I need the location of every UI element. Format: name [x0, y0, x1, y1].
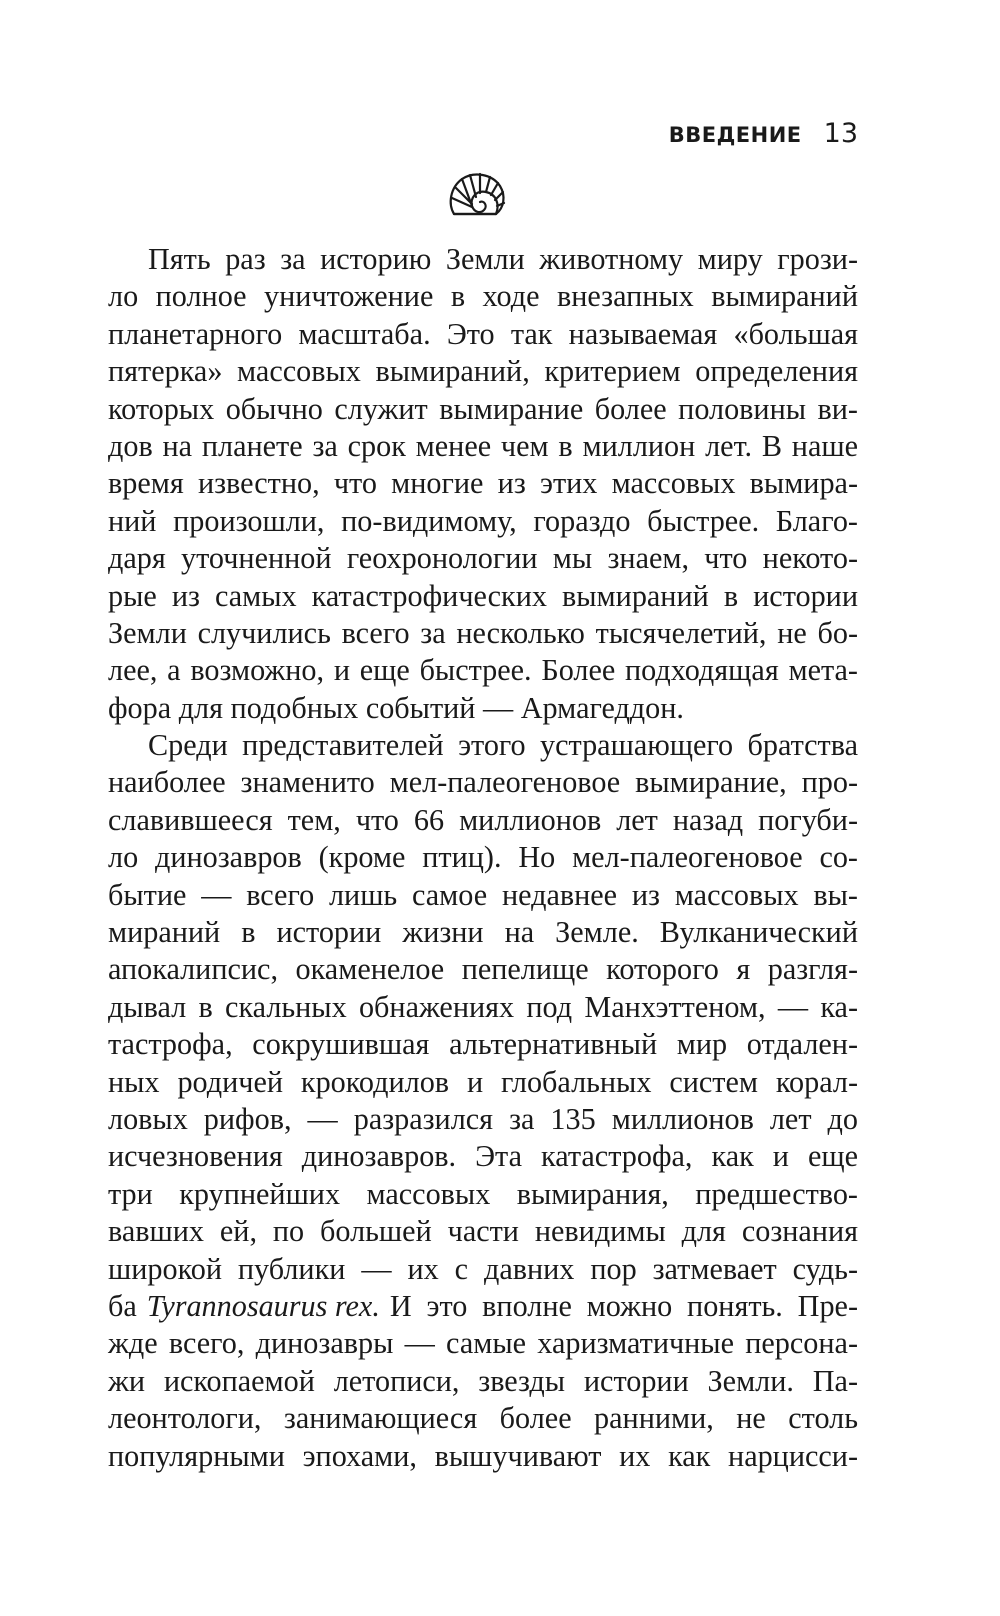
line-text: ба	[108, 1288, 137, 1323]
line-text: ло полное уничтожение в ходе внезапных вымираний	[108, 279, 858, 314]
line-text: И это вполне можно понять. Пре-	[389, 1288, 858, 1323]
line-text: которых обычно служит вымирание более половины ви-	[108, 391, 858, 426]
line-text: исчезновения динозавров. Эта катастрофа, как и еще	[108, 1139, 858, 1174]
line-text: Земли случились всего за несколько тысячелетий, не бо-	[108, 615, 858, 650]
text-line	[108, 1138, 858, 1175]
text-line	[108, 540, 858, 577]
text-line	[108, 1288, 858, 1325]
page-number: 13	[823, 118, 858, 149]
line-text: даря уточненной геохронологии мы знаем, что некото-	[108, 541, 858, 576]
text-line	[108, 391, 858, 428]
line-text: фора для подобных событий — Армагеддон.	[108, 690, 684, 725]
text-line	[108, 1438, 858, 1475]
text-line	[108, 1176, 858, 1213]
line-text: тастрофа, сокрушившая альтернативный мир отдален-	[108, 1027, 858, 1062]
line-text: жде всего, динозавры — самые харизматичные персона-	[108, 1326, 858, 1361]
line-text: наиболее знаменито мел-палеогеновое вымирание, про-	[108, 765, 858, 800]
text-line	[108, 1325, 858, 1362]
line-text: пятерка» массовых вымираний, критерием определения	[108, 354, 858, 389]
text-line	[108, 764, 858, 801]
text-line	[108, 1101, 858, 1138]
line-text: Пять раз за историю Земли животному миру грози-	[148, 242, 858, 276]
line-text: дывал в скальных обнажениях под Манхэттеном, — ка-	[108, 989, 858, 1024]
line-text: славившееся тем, что 66 миллионов лет назад погуби-	[108, 802, 858, 837]
body-text	[108, 241, 858, 1475]
text-line	[108, 1213, 858, 1250]
text-line	[108, 578, 858, 615]
line-text: Среди представителей этого устрашающего братства	[148, 728, 858, 763]
line-text: лее, а возможно, и еще быстрее. Более подходящая мета-	[108, 653, 858, 688]
text-line	[108, 951, 858, 988]
line-text: бытие — всего лишь самое недавнее из массовых вы-	[108, 877, 858, 912]
text-line	[108, 914, 858, 951]
line-text: ных родичей крокодилов и глобальных систем корал-	[108, 1064, 858, 1099]
text-line	[108, 1064, 858, 1101]
line-text: планетарного масштаба. Это так называемая «большая	[108, 316, 858, 351]
line-text: ловых рифов, — разразился за 135 миллионов лет до	[108, 1101, 858, 1136]
text-line	[108, 877, 858, 914]
text-line	[108, 241, 858, 278]
species-name: Tyrannosaurus rex.	[146, 1288, 380, 1323]
line-text: широкой публики — их с давних пор затмевает судь-	[108, 1251, 858, 1286]
line-text: вавших ей, по большей части невидимы для сознания	[108, 1214, 858, 1249]
text-line	[108, 1026, 858, 1063]
nautilus-shell-icon	[446, 170, 508, 218]
line-text: мираний в истории жизни на Земле. Вулканический	[108, 915, 858, 950]
line-text: дов на планете за срок менее чем в миллион лет. В наше	[108, 428, 858, 463]
section-title: ВВЕДЕНИЕ	[668, 123, 802, 147]
text-line	[108, 989, 858, 1026]
text-line	[108, 802, 858, 839]
text-line	[108, 1400, 858, 1437]
text-line	[108, 690, 858, 727]
running-header	[669, 118, 858, 149]
text-line	[108, 428, 858, 465]
text-line	[108, 1363, 858, 1400]
line-text: ний произошли, по-видимому, гораздо быстрее. Благо-	[108, 503, 858, 538]
line-text: ло динозавров (кроме птиц). Но мел-палеогеновое со-	[108, 840, 858, 875]
line-text: леонтологи, занимающиеся более ранними, не столь	[108, 1401, 858, 1436]
text-line	[108, 316, 858, 353]
text-line	[108, 1251, 858, 1288]
line-text: апокалипсис, окаменелое пепелище которого я разгля-	[108, 952, 858, 987]
text-line	[108, 652, 858, 689]
line-text: рые из самых катастрофических вымираний в истории	[108, 578, 858, 613]
text-line	[108, 278, 858, 315]
text-line	[108, 727, 858, 764]
line-text: популярными эпохами, вышучивают их как нарцисси-	[108, 1438, 858, 1473]
text-line	[108, 503, 858, 540]
line-text: три крупнейших массовых вымирания, предшество-	[108, 1176, 858, 1211]
text-line	[108, 615, 858, 652]
text-line	[108, 353, 858, 390]
line-text: жи ископаемой летописи, звезды истории Земли. Па-	[108, 1363, 858, 1398]
text-line	[108, 839, 858, 876]
line-text: время известно, что многие из этих массовых вымира-	[108, 466, 858, 501]
text-line	[108, 465, 858, 502]
